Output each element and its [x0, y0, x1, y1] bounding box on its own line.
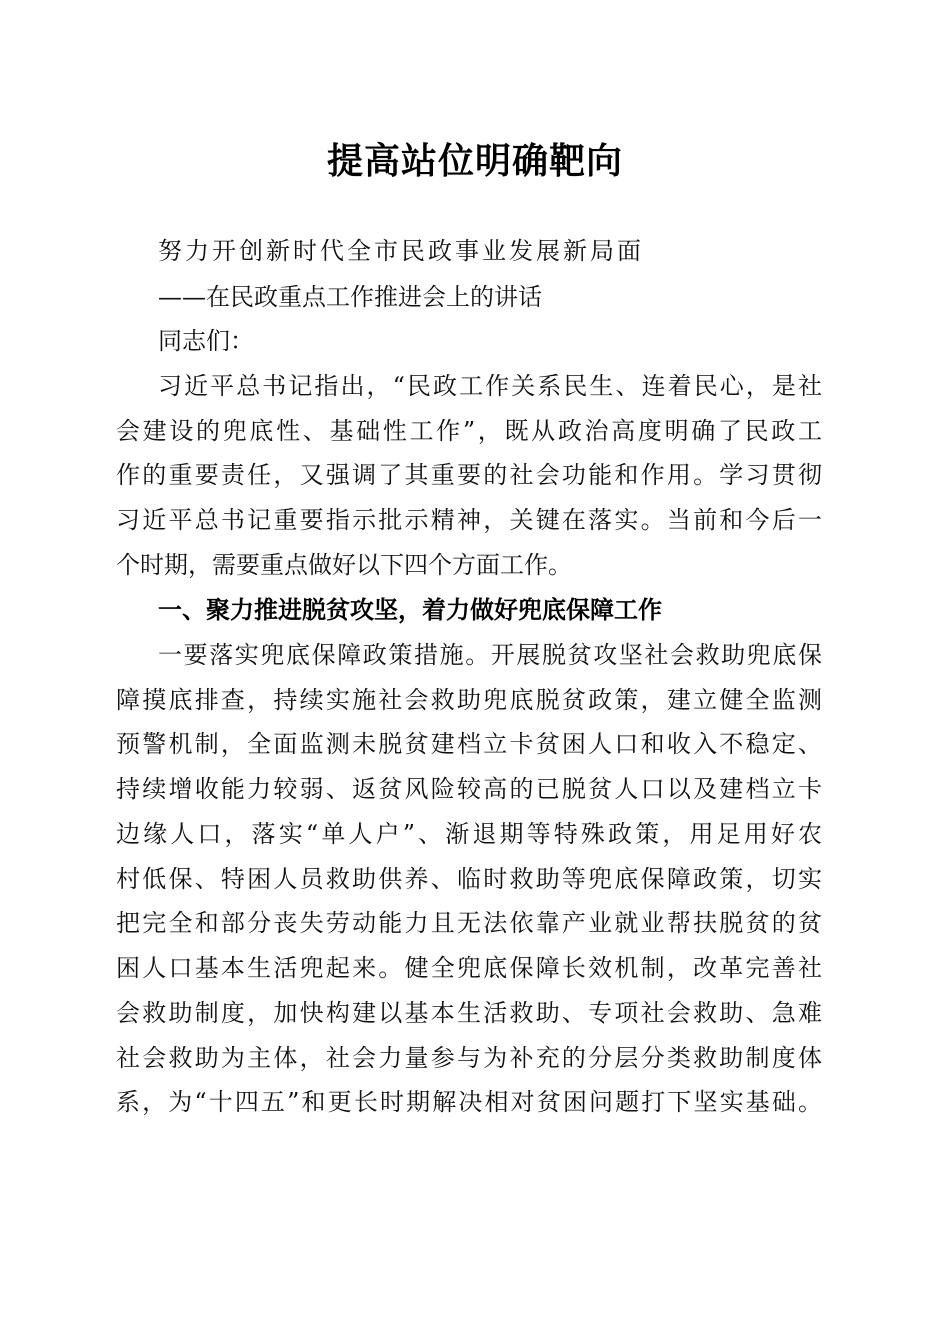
subtitle-speech: ——在民政重点工作推进会上的讲话 — [158, 283, 542, 311]
paragraph-line: 系，为“十四五”和更长时期解决相对贫困问题打下坚实基础。 — [116, 1088, 822, 1116]
paragraph-line: 习近平总书记重要指示批示精神，关键在落实。当前和今后一 — [116, 506, 822, 534]
paragraph-line: 持续增收能力较弱、返贫风险较高的已脱贫人口以及建档立卡 — [116, 775, 822, 803]
paragraph-line: 个时期，需要重点做好以下四个方面工作。 — [116, 551, 572, 579]
paragraph-line: 困人口基本生活兜起来。健全兜底保障长效机制，改革完善社 — [116, 954, 822, 982]
paragraph-line: 把完全和部分丧失劳动能力且无法依靠产业就业帮扶脱贫的贫 — [116, 909, 822, 937]
paragraph-line: 社会救助为主体，社会力量参与为补充的分层分类救助制度体 — [116, 1044, 822, 1072]
paragraph-line: 作的重要责任，又强调了其重要的社会功能和作用。学习贯彻 — [116, 461, 822, 489]
document-title: 提高站位明确靶向 — [326, 140, 623, 182]
paragraph-line: 边缘人口，落实“单人户”、渐退期等特殊政策，用足用好农 — [116, 820, 822, 848]
paragraph-line: 会救助制度，加快构建以基本生活救助、专项社会救助、急难 — [116, 999, 822, 1027]
paragraph-line: 预警机制，全面监测未脱贫建档立卡贫困人口和收入不稳定、 — [116, 730, 822, 758]
subtitle: 努力开创新时代全市民政事业发展新局面 — [158, 237, 644, 265]
paragraph-line: 村低保、特困人员救助供养、临时救助等兜底保障政策，切实 — [116, 865, 822, 893]
paragraph-line: 会建设的兜底性、基础性工作”，既从政治高度明确了民政工 — [116, 417, 822, 445]
paragraph-line: 习近平总书记指出，“民政工作关系民生、连着民心，是社 — [158, 372, 822, 400]
paragraph-line: 一要落实兜底保障政策措施。开展脱贫攻坚社会救助兜底保 — [158, 641, 822, 669]
section-heading: 一、聚力推进脱贫攻坚，着力做好兜底保障工作 — [158, 596, 662, 624]
salutation: 同志们： — [158, 327, 254, 355]
paragraph-line: 障摸底排查，持续实施社会救助兜底脱贫政策，建立健全监测 — [116, 686, 822, 714]
